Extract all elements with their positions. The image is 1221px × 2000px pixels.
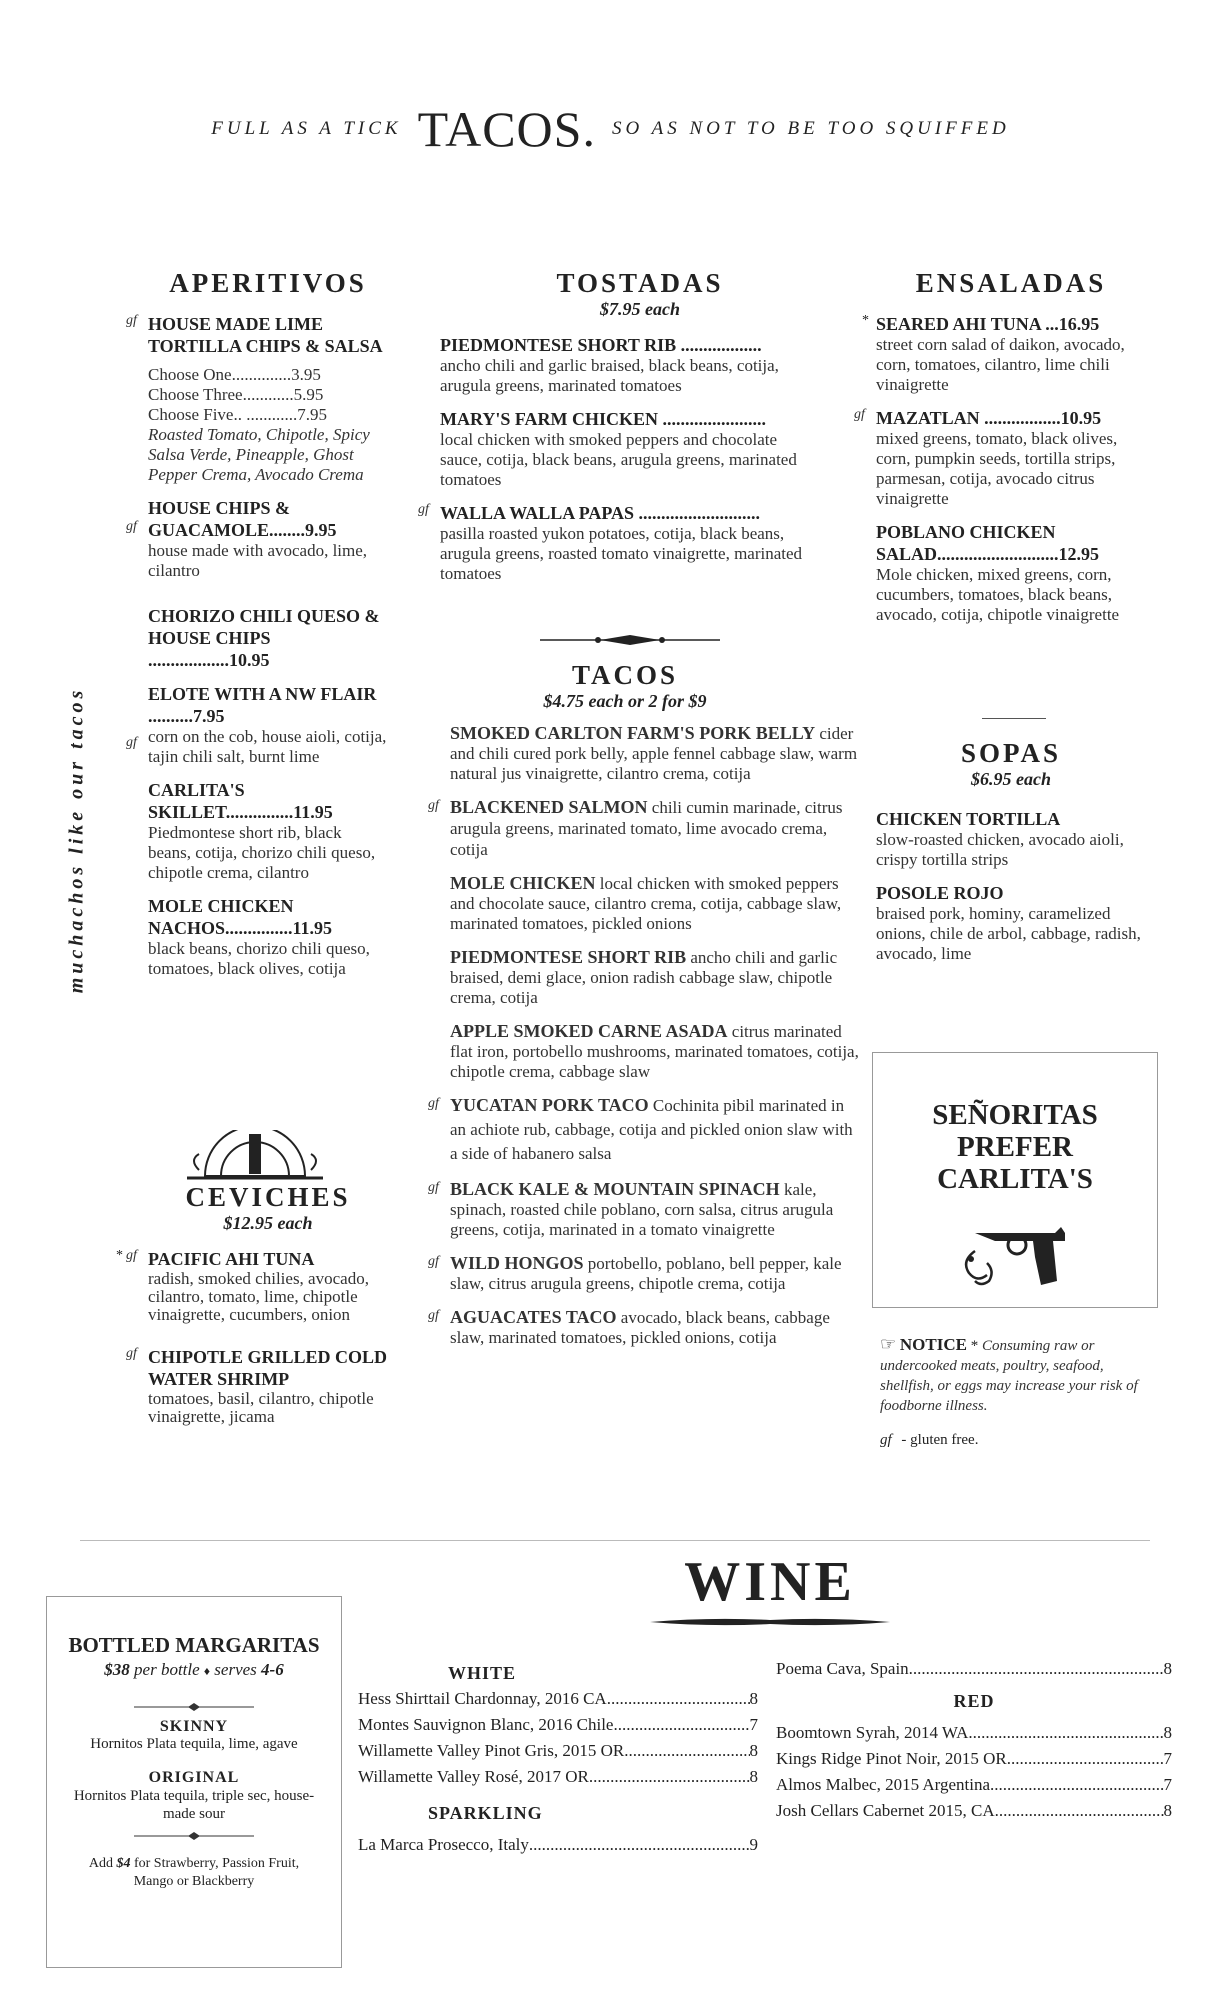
raw-notice-mark: * bbox=[862, 313, 869, 328]
item-name: POBLANO CHICKEN SALAD...........................12.95 bbox=[876, 522, 1100, 564]
item-desc: kale, spinach, roasted chile poblano, corn salsa, citrus arugula greens, cotija, marinated in a tomato vinaigrette bbox=[450, 1180, 834, 1239]
tacos-price: $4.75 each or 2 for $9 bbox=[543, 691, 707, 711]
ceviches-section bbox=[116, 1182, 388, 1438]
original-name: ORIGINAL bbox=[148, 1769, 240, 1786]
wine-price: 8 bbox=[749, 1741, 758, 1760]
wine-name: Montes Sauvignon Blanc, 2016 Chile bbox=[358, 1715, 614, 1734]
diamond-bullet-icon: ♦ bbox=[203, 1664, 211, 1678]
item-desc: cider and chili cured pork belly, apple fennel cabbage slaw, warm natural jus vinaigrette, cilantro crema, cotija bbox=[450, 724, 858, 783]
sopas-price: $6.95 each bbox=[971, 769, 1051, 789]
menu-item bbox=[450, 1020, 860, 1082]
wine-price: 7 bbox=[749, 1715, 758, 1734]
item-desc: mixed greens, tomato, black olives, corn, pumpkin seeds, tortilla strips, parmesan, cotija, avocado citrus vinaigrette bbox=[876, 429, 1118, 508]
wine-name: La Marca Prosecco, Italy bbox=[358, 1835, 529, 1854]
tacos-heading: TACOS bbox=[571, 660, 679, 690]
salsa-list: Roasted Tomato, Chipotle, Spicy Salsa Verde, Pineapple, Ghost Pepper Crema, Avocado Crema bbox=[148, 425, 370, 484]
gluten-free-mark: gf bbox=[126, 1346, 137, 1361]
notice-text-block bbox=[880, 1334, 1150, 1416]
ensaladas-section bbox=[854, 268, 1146, 637]
menu-item bbox=[450, 872, 860, 934]
item-name: MOLE CHICKEN NACHOS...............11.95 bbox=[148, 896, 333, 938]
item-name: WALLA WALLA PAPAS ........................... bbox=[440, 503, 761, 523]
promo-line: PREFER bbox=[957, 1131, 1073, 1163]
revolver-icon bbox=[955, 1211, 1075, 1291]
item-name: CARLITA'S SKILLET...............11.95 bbox=[148, 780, 333, 822]
item-name: PIEDMONTESE SHORT RIB .................. bbox=[440, 335, 762, 355]
aperitivos-section bbox=[126, 268, 388, 991]
item-name: APPLE SMOKED CARNE ASADA bbox=[450, 1021, 728, 1041]
item-name: BLACK KALE & MOUNTAIN SPINACH bbox=[450, 1179, 780, 1199]
gluten-free-mark: gf bbox=[880, 1432, 892, 1448]
menu-item bbox=[862, 313, 1146, 395]
item-desc: slow-roasted chicken, avocado aioli, crispy tortilla strips bbox=[876, 830, 1124, 869]
item-desc: local chicken with smoked peppers and chocolate sauce, cilantro crema, cotija, cabbage slaw, marinated tomatoes, pickled onions bbox=[450, 874, 842, 933]
menu-item bbox=[876, 882, 1146, 964]
menu-item bbox=[440, 408, 820, 490]
tostadas-section bbox=[418, 268, 820, 596]
item-desc: corn on the cob, house aioli, cotija, tajin chili salt, burnt lime bbox=[148, 727, 387, 766]
menu-item bbox=[126, 1346, 388, 1426]
flourish-divider-icon bbox=[650, 1615, 890, 1629]
menu-item bbox=[428, 1252, 860, 1294]
gluten-free-mark: gf bbox=[126, 519, 137, 534]
menu-item bbox=[126, 683, 388, 767]
diamond-divider-icon bbox=[540, 632, 720, 648]
menu-item bbox=[440, 334, 820, 396]
wine-heading: WINE bbox=[684, 1551, 856, 1613]
wine-ornament bbox=[650, 1615, 890, 1629]
gluten-free-mark: gf bbox=[126, 313, 137, 328]
skinny-name: SKINNY bbox=[159, 1718, 229, 1735]
wine-name: Willamette Valley Pinot Gris, 2015 OR bbox=[358, 1741, 625, 1760]
wine-item bbox=[358, 1738, 758, 1764]
raw-notice-mark: * bbox=[116, 1248, 123, 1263]
item-desc: ancho chili and garlic braised, black beans, cotija, arugula greens, marinated tomatoes bbox=[440, 356, 779, 395]
item-desc: portobello, poblano, bell pepper, kale slaw, citrus arugula greens, chipotle crema, cotija bbox=[450, 1254, 842, 1293]
ceviches-heading: CEVICHES bbox=[185, 1182, 351, 1212]
small-divider-icon bbox=[134, 1831, 254, 1841]
gluten-free-mark: gf bbox=[428, 1180, 439, 1195]
price-text: per bottle bbox=[129, 1660, 204, 1679]
item-name: BLACKENED SALMON bbox=[450, 797, 648, 817]
ceviches-price: $12.95 each bbox=[223, 1213, 313, 1233]
gluten-free-mark: gf bbox=[126, 1248, 137, 1263]
item-name: AGUACATES TACO bbox=[450, 1307, 617, 1327]
menu-item bbox=[148, 605, 388, 671]
item-desc: local chicken with smoked peppers and chocolate sauce, cotija, black beans, arugula greens, marinated tomatoes bbox=[440, 430, 797, 489]
wine-item bbox=[358, 1832, 758, 1858]
menu-item bbox=[126, 497, 388, 581]
item-choice: Choose Three............5.95 bbox=[148, 385, 324, 404]
notice-text: Consuming raw or undercooked meats, poultry, seafood, shellfish, or eggs may increase your risk of foodborne illness. bbox=[880, 1338, 1138, 1414]
item-desc: black beans, chorizo chili queso, tomatoes, black olives, cotija bbox=[148, 939, 370, 978]
menu-item bbox=[116, 1248, 388, 1324]
sopas-heading: SOPAS bbox=[960, 738, 1062, 768]
price-text: serves bbox=[210, 1660, 262, 1679]
gluten-free-mark: gf bbox=[428, 1308, 439, 1323]
gf-legend-text: - gluten free. bbox=[901, 1432, 979, 1448]
divider-line bbox=[982, 718, 1046, 719]
item-name: YUCATAN PORK TACO bbox=[450, 1095, 649, 1115]
wine-price: 8 bbox=[749, 1689, 758, 1708]
red-heading: RED bbox=[953, 1691, 995, 1711]
item-name: SMOKED CARLTON FARM'S PORK BELLY bbox=[450, 723, 816, 743]
wine-name: Kings Ridge Pinot Noir, 2015 OR bbox=[776, 1749, 1007, 1768]
gluten-free-mark: gf bbox=[854, 407, 865, 422]
tostadas-price: $7.95 each bbox=[600, 299, 680, 319]
gluten-free-mark: gf bbox=[428, 798, 439, 813]
item-desc: citrus marinated flat iron, portobello mushrooms, marinated tomatoes, cotija, chipotle crema, cabbage slaw bbox=[450, 1022, 859, 1081]
menu-item bbox=[876, 808, 1146, 870]
item-desc: ancho chili and garlic braised, demi glace, onion radish cabbage slaw, chipotle crema, cotija bbox=[450, 948, 838, 1007]
item-name: HOUSE CHIPS & GUACAMOLE........9.95 bbox=[148, 498, 337, 540]
menu-item bbox=[428, 796, 860, 860]
addon-part: Add bbox=[88, 1856, 117, 1871]
item-name: CHIPOTLE GRILLED COLD WATER SHRIMP bbox=[148, 1347, 388, 1389]
menu-item bbox=[148, 895, 388, 979]
wine-name: Josh Cellars Cabernet 2015, CA bbox=[776, 1801, 995, 1820]
notice-section bbox=[880, 1334, 1150, 1449]
margaritas-heading: BOTTLED MARGARITAS bbox=[68, 1633, 320, 1657]
skinny-desc: Hornitos Plata tequila, lime, agave bbox=[90, 1736, 298, 1752]
item-name: CHICKEN TORTILLA bbox=[876, 809, 1061, 829]
wine-price: 8 bbox=[1163, 1723, 1172, 1742]
wine-price: 8 bbox=[1163, 1801, 1172, 1820]
ceviche-ornament bbox=[185, 1130, 325, 1182]
sopas-section bbox=[876, 738, 1146, 976]
menu-item bbox=[854, 407, 1146, 509]
wine-red-column bbox=[776, 1656, 1172, 1824]
item-name: PACIFIC AHI TUNA bbox=[148, 1249, 315, 1269]
wine-price: 8 bbox=[1163, 1659, 1172, 1678]
ensaladas-heading: ENSALADAS bbox=[915, 268, 1107, 298]
serves-count: 4-6 bbox=[261, 1660, 284, 1679]
wine-price: 9 bbox=[749, 1835, 758, 1854]
side-slogan: muchachos like our tacos bbox=[65, 686, 88, 994]
addon-price: $4 bbox=[116, 1856, 131, 1871]
wine-name: Boomtown Syrah, 2014 WA bbox=[776, 1723, 969, 1742]
notice-star: * bbox=[970, 1338, 979, 1354]
promo-text bbox=[873, 1099, 1157, 1195]
item-desc: street corn salad of daikon, avocado, corn, tomatoes, cilantro, lime chili vinaigrette bbox=[876, 335, 1125, 394]
margaritas-box bbox=[46, 1596, 342, 1968]
header-tagline-left: FULL AS A TICK bbox=[211, 118, 402, 139]
menu-item bbox=[428, 1306, 860, 1348]
wine-item bbox=[776, 1772, 1172, 1798]
item-desc: radish, smoked chilies, avocado, cilantro, tomato, lime, chipotle vinaigrette, cucumbers, onion bbox=[148, 1269, 369, 1324]
wine-name: Poema Cava, Spain bbox=[776, 1659, 909, 1678]
item-name: MAZATLAN .................10.95 bbox=[876, 408, 1102, 428]
promo-box bbox=[872, 1052, 1158, 1308]
wine-item bbox=[776, 1798, 1172, 1824]
menu-item bbox=[126, 313, 388, 485]
fan-ornament-icon bbox=[185, 1130, 325, 1182]
divider-ornament bbox=[540, 632, 720, 648]
pointing-hand-icon: ☞ bbox=[880, 1334, 897, 1354]
header-title: TACOS. bbox=[417, 101, 596, 157]
wine-price: 7 bbox=[1163, 1775, 1172, 1794]
promo-line: SEÑORITAS bbox=[932, 1099, 1098, 1131]
gluten-free-mark: gf bbox=[428, 1254, 439, 1269]
original-desc: Hornitos Plata tequila, triple sec, house-made sour bbox=[73, 1788, 315, 1822]
margaritas-price bbox=[47, 1660, 341, 1680]
item-desc: chili cumin marinade, citrus arugula greens, marinated tomato, lime avocado crema, cotija bbox=[450, 798, 843, 859]
item-name: ELOTE WITH A NW FLAIR ..........7.95 bbox=[148, 684, 377, 726]
item-name: MARY'S FARM CHICKEN ....................... bbox=[440, 409, 767, 429]
gf-legend bbox=[880, 1432, 1150, 1449]
wine-price: 8 bbox=[749, 1767, 758, 1786]
addon-text bbox=[47, 1855, 341, 1891]
menu-item bbox=[418, 502, 820, 584]
item-choice: Choose Five.. ............7.95 bbox=[148, 405, 327, 424]
small-divider-icon bbox=[134, 1702, 254, 1712]
item-name: MOLE CHICKEN bbox=[450, 873, 596, 893]
item-desc: Piedmontese short rib, black beans, cotija, chorizo chili queso, chipotle crema, cilantro bbox=[148, 823, 376, 882]
section-divider bbox=[80, 1540, 1150, 1541]
white-heading: WHITE bbox=[448, 1663, 517, 1683]
item-desc: house made with avocado, lime, cilantro bbox=[148, 541, 368, 580]
wine-item bbox=[358, 1764, 758, 1790]
tostadas-heading: TOSTADAS bbox=[556, 268, 724, 298]
gluten-free-mark: gf bbox=[418, 502, 429, 517]
promo-line: CARLITA'S bbox=[937, 1163, 1093, 1195]
item-desc: Cochinita pibil marinated in an achiote rub, cabbage, cotija and pickled onion slaw with a side of habanero salsa bbox=[450, 1096, 853, 1163]
wine-item bbox=[358, 1686, 758, 1712]
bottle-price: $38 bbox=[104, 1660, 130, 1679]
item-choice: Choose One..............3.95 bbox=[148, 365, 321, 384]
gluten-free-mark: gf bbox=[126, 735, 137, 750]
item-name: WILD HONGOS bbox=[450, 1253, 584, 1273]
item-desc: pasilla roasted yukon potatoes, cotija, black beans, arugula greens, roasted tomato vinaigrette, marinated tomatoes bbox=[440, 524, 803, 583]
menu-item bbox=[450, 722, 860, 784]
wine-white-column bbox=[358, 1660, 758, 1858]
item-name: PIEDMONTESE SHORT RIB bbox=[450, 947, 687, 967]
aperitivos-heading: APERITIVOS bbox=[169, 268, 367, 298]
item-name: SEARED AHI TUNA ...16.95 bbox=[876, 314, 1100, 334]
item-desc: avocado, black beans, cabbage slaw, marinated tomatoes, pickled onions, cotija bbox=[450, 1308, 830, 1347]
item-name: HOUSE MADE LIME TORTILLA CHIPS & SALSA bbox=[148, 314, 383, 356]
wine-name: Hess Shirttail Chardonnay, 2016 CA bbox=[358, 1689, 607, 1708]
wine-name: Willamette Valley Rosé, 2017 OR bbox=[358, 1767, 589, 1786]
header-tagline-right: SO AS NOT TO BE TOO SQUIFFED bbox=[611, 118, 1010, 139]
menu-item bbox=[428, 1094, 860, 1166]
item-name: POSOLE ROJO bbox=[876, 883, 1004, 903]
gluten-free-mark: gf bbox=[428, 1096, 439, 1111]
item-desc: Mole chicken, mixed greens, corn, cucumbers, tomatoes, black beans, avocado, cotija, chipotle vinaigrette bbox=[876, 565, 1120, 624]
wine-item bbox=[776, 1746, 1172, 1772]
item-desc: tomatoes, basil, cilantro, chipotle vinaigrette, jicama bbox=[148, 1389, 374, 1426]
addon-part: for Strawberry, Passion Fruit, Mango or Blackberry bbox=[130, 1856, 300, 1889]
wine-item bbox=[358, 1712, 758, 1738]
tacos-section bbox=[428, 660, 860, 1360]
wine-price: 7 bbox=[1163, 1749, 1172, 1768]
notice-label: NOTICE bbox=[899, 1335, 967, 1354]
wine-item bbox=[776, 1720, 1172, 1746]
menu-item bbox=[450, 946, 860, 1008]
wine-name: Almos Malbec, 2015 Argentina bbox=[776, 1775, 991, 1794]
menu-item bbox=[876, 521, 1146, 625]
menu-item bbox=[148, 779, 388, 883]
item-name: CHORIZO CHILI QUESO & HOUSE CHIPS ..................10.95 bbox=[148, 606, 380, 670]
page-header bbox=[0, 100, 1221, 158]
item-desc: braised pork, hominy, caramelized onions, chile de arbol, cabbage, radish, avocado, lime bbox=[876, 904, 1141, 963]
menu-item bbox=[428, 1178, 860, 1240]
sparkling-heading: SPARKLING bbox=[428, 1803, 543, 1823]
wine-item bbox=[776, 1656, 1172, 1682]
